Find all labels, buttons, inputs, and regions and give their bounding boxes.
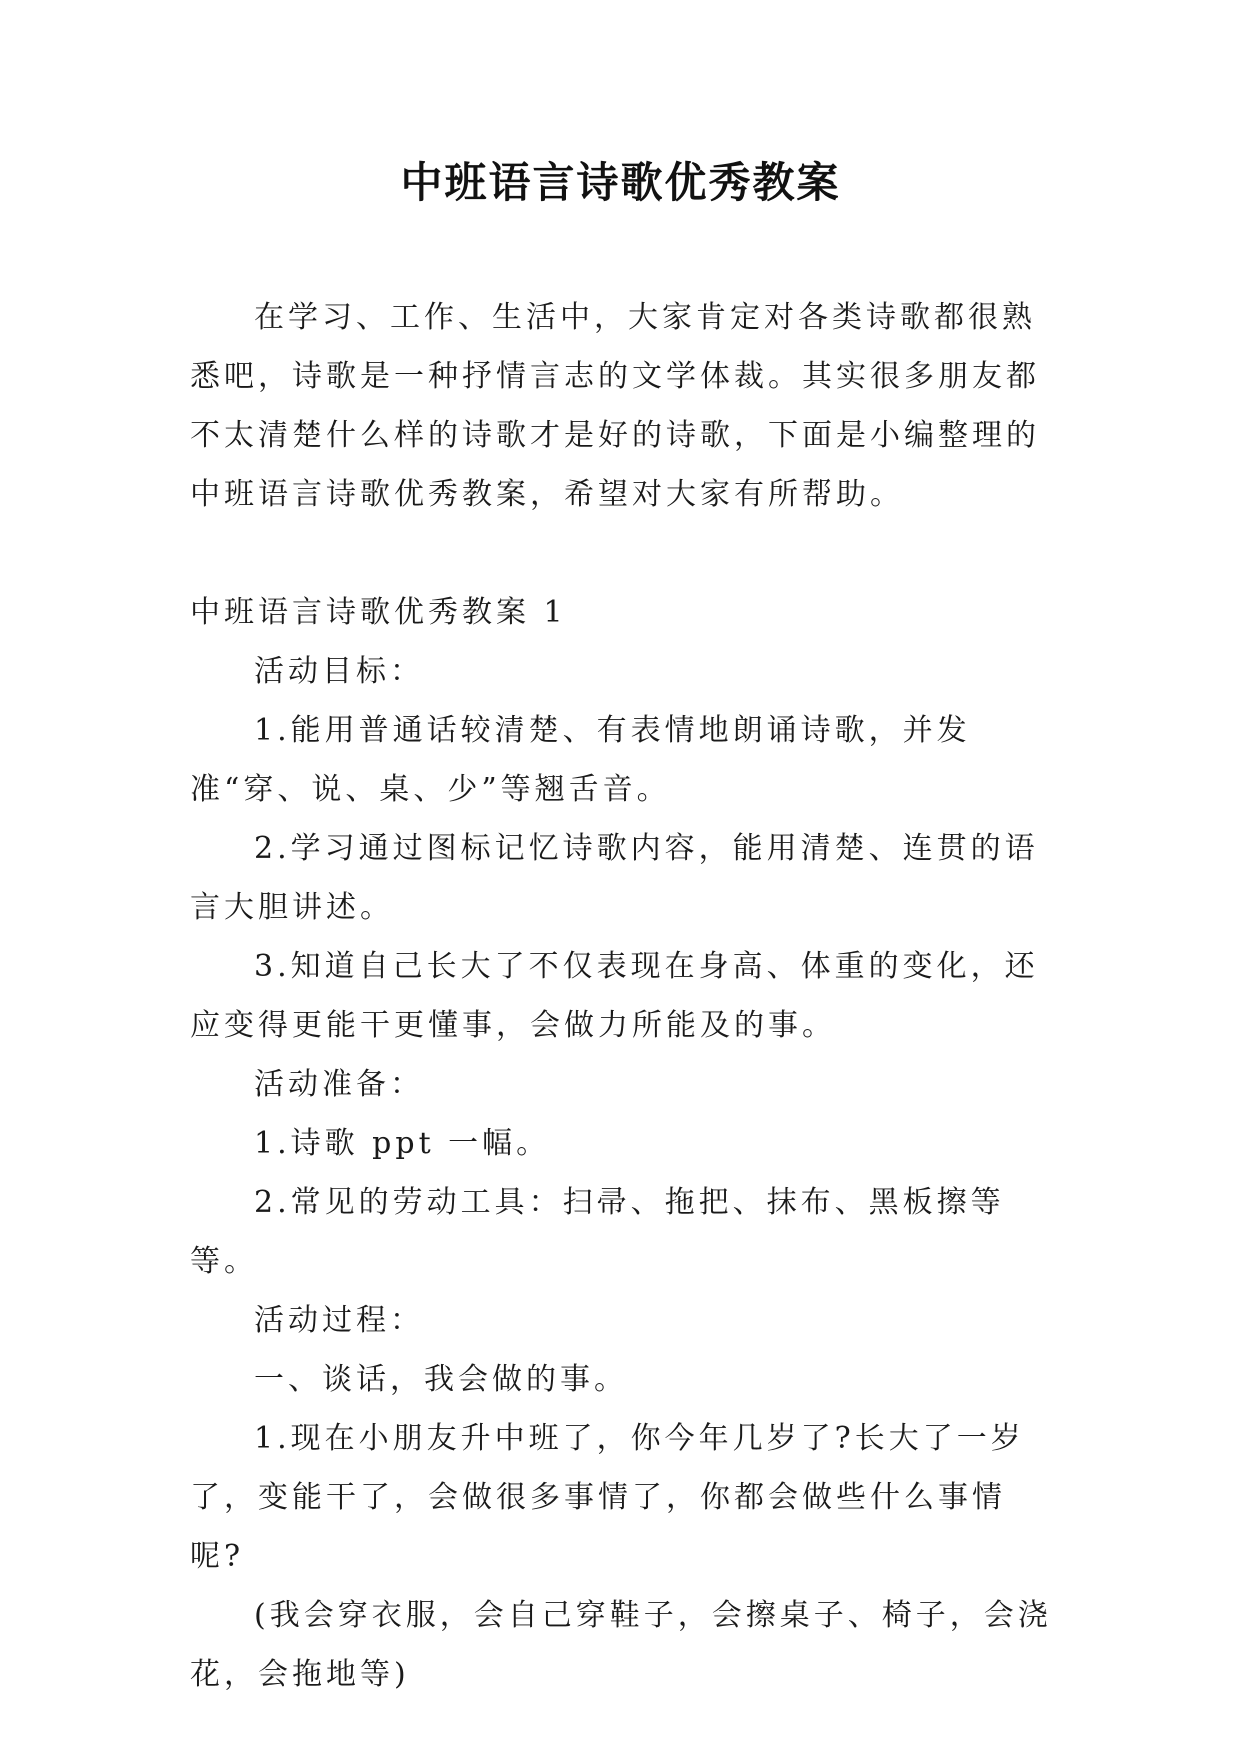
section-heading: 中班语言诗歌优秀教案 1: [190, 595, 567, 630]
paragraph-process-question: 1.现在小朋友升中班了，你今年几岁了?长大了一岁了，变能干了，会做很多事情了，你都会做些什么事情呢?: [190, 1421, 1025, 1574]
intro-paragraph: 在学习、工作、生活中，大家肯定对各类诗歌都很熟悉吧，诗歌是一种抒情言志的文学体裁。其实很多朋友都不太清楚什么样的诗歌才是好的诗歌，下面是小编整理的中班语言诗歌优秀教案，希望对大家有所帮助。: [190, 300, 1040, 512]
paragraph-objectives-label: 活动目标：: [254, 654, 424, 689]
paragraph-preparation-2: 2.常见的劳动工具：扫帚、拖把、抹布、黑板擦等等。: [190, 1185, 1005, 1279]
paragraph-preparation-label: 活动准备：: [254, 1067, 424, 1102]
paragraph-process-label: 活动过程：: [254, 1303, 424, 1338]
paragraph-objective-3: 3.知道自己长大了不仅表现在身高、体重的变化，还应变得更能干更懂事，会做力所能及的事。: [190, 949, 1039, 1043]
paragraph-objective-2: 2.学习通过图标记忆诗歌内容，能用清楚、连贯的语言大胆讲述。: [190, 831, 1039, 925]
document-body: [190, 288, 1052, 1704]
lesson-plan-section: [190, 583, 1052, 1704]
paragraph-process-answers: (我会穿衣服，会自己穿鞋子，会擦桌子、椅子，会浇花，会拖地等): [190, 1598, 1052, 1692]
paragraph-process-step-1: 一、谈话，我会做的事。: [254, 1362, 628, 1397]
document-title: 中班语言诗歌优秀教案: [400, 158, 841, 207]
intro-section: [190, 288, 1052, 524]
paragraph-objective-1: 1.能用普通话较清楚、有表情地朗诵诗歌，并发准“穿、说、桌、少”等翘舌音。: [190, 713, 971, 807]
paragraph-preparation-1: 1.诗歌 ppt 一幅。: [254, 1126, 551, 1161]
